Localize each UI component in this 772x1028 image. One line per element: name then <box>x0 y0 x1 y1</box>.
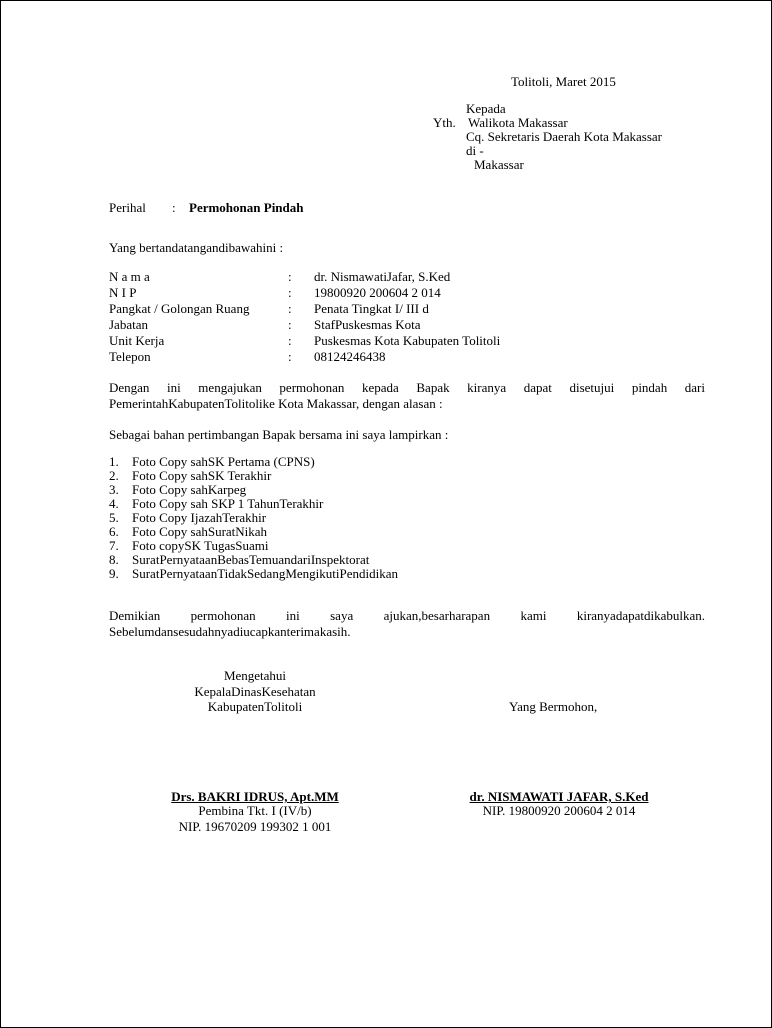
identity-value: StafPuskesmas Kota <box>314 317 421 332</box>
identity-colon: : <box>288 301 292 316</box>
identity-value: Puskesmas Kota Kabupaten Tolitoli <box>314 333 501 348</box>
list-item-number: 3. <box>109 482 119 497</box>
list-item-number: 2. <box>109 468 119 483</box>
list-item: SuratPernyataanTidakSedangMengikutiPendidikan <box>132 566 398 581</box>
list-item-number: 5. <box>109 510 119 525</box>
right-sign-line-1: Yang Bermohon, <box>509 699 598 714</box>
place-date: Tolitoli, Maret 2015 <box>511 74 616 89</box>
subject-value: Permohonan Pindah <box>189 200 304 215</box>
recipient-cq: Cq. Sekretaris Daerah Kota Makassar <box>466 129 663 144</box>
list-item: SuratPernyataanBebasTemuandariInspektorat <box>132 552 370 567</box>
recipient-di: di - <box>466 143 484 158</box>
list-item: Foto Copy sahSK Pertama (CPNS) <box>132 454 315 469</box>
list-item: Foto Copy sahSK Terakhir <box>132 468 272 483</box>
request-line-1: Dengan ini mengajukan permohonan kepada Bapak kiranya dapat disetujui pindah dari <box>109 380 705 395</box>
list-item-number: 9. <box>109 566 119 581</box>
identity-label: N I P <box>109 285 137 300</box>
list-item: Foto Copy IjazahTerakhir <box>132 510 267 525</box>
left-sign-rank: Pembina Tkt. I (IV/b) <box>198 803 312 818</box>
identity-value: Penata Tingkat I/ III d <box>314 301 429 316</box>
list-item-number: 4. <box>109 496 119 511</box>
list-item: Foto Copy sah SKP 1 TahunTerakhir <box>132 496 324 511</box>
left-sign-line-2: KepalaDinasKesehatan <box>194 684 316 699</box>
identity-colon: : <box>288 285 292 300</box>
list-item-number: 7. <box>109 538 119 553</box>
list-item: Foto Copy sahSuratNikah <box>132 524 268 539</box>
recipient-yth: Yth. <box>433 115 456 130</box>
request-line-2: PemerintahKabupatenTolitolike Kota Makassar, dengan alasan : <box>109 396 443 411</box>
attachments-intro: Sebagai bahan pertimbangan Bapak bersama ini saya lampirkan : <box>109 427 449 442</box>
recipient-city: Makassar <box>474 157 524 172</box>
identity-value: 19800920 200604 2 014 <box>314 285 441 300</box>
recipient-name: Walikota Makassar <box>468 115 568 130</box>
list-item: Foto copySK TugasSuami <box>132 538 269 553</box>
list-item-number: 8. <box>109 552 119 567</box>
identity-label: Pangkat / Golongan Ruang <box>109 301 250 316</box>
left-sign-line-3: KabupatenTolitoli <box>207 699 303 714</box>
right-sign-nip: NIP. 19800920 200604 2 014 <box>482 803 636 818</box>
list-item: Foto Copy sahKarpeg <box>132 482 247 497</box>
list-item-number: 6. <box>109 524 119 539</box>
right-sign-name: dr. NISMAWATI JAFAR, S.Ked <box>469 789 649 804</box>
left-sign-name: Drs. BAKRI IDRUS, Apt.MM <box>171 789 339 804</box>
subject-label: Perihal <box>109 200 146 215</box>
identity-colon: : <box>288 349 292 364</box>
closing-line-1: Demikian permohonan ini saya ajukan,besarharapan kami kiranyadapatdikabulkan. <box>109 608 705 623</box>
subject-colon: : <box>172 200 176 215</box>
identity-colon: : <box>288 269 292 284</box>
intro-text: Yang bertandatangandibawahini : <box>109 240 284 255</box>
identity-label: Telepon <box>109 349 151 364</box>
identity-label: N a m a <box>109 269 150 284</box>
list-item-number: 1. <box>109 454 119 469</box>
identity-colon: : <box>288 317 292 332</box>
identity-value: dr. NismawatiJafar, S.Ked <box>314 269 451 284</box>
identity-label: Unit Kerja <box>109 333 165 348</box>
identity-colon: : <box>288 333 292 348</box>
recipient-kepada: Kepada <box>466 101 506 116</box>
identity-label: Jabatan <box>109 317 148 332</box>
left-sign-nip: NIP. 19670209 199302 1 001 <box>178 819 332 834</box>
left-sign-line-1: Mengetahui <box>223 668 287 683</box>
closing-line-2: Sebelumdansesudahnyadiucapkanterimakasih. <box>109 624 351 639</box>
identity-value: 08124246438 <box>314 349 386 364</box>
